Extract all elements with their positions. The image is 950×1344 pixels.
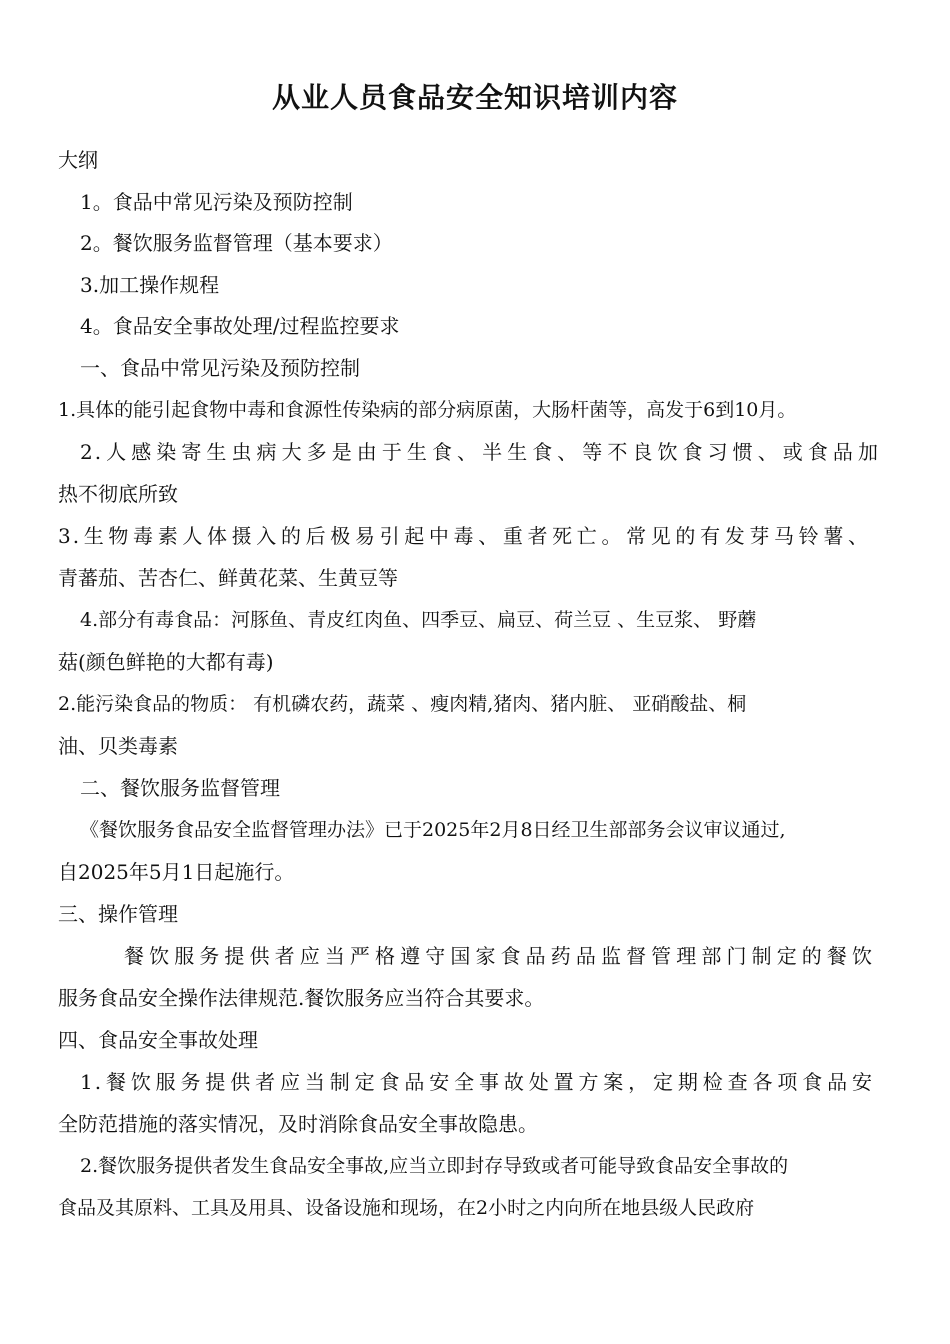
paragraph-line: 自2025年5月1日起施行。 xyxy=(58,860,295,884)
outline-item: 4。食品安全事故处理/过程监控要求 xyxy=(80,314,400,338)
section-heading: 一、食品中常见污染及预防控制 xyxy=(80,356,360,380)
paragraph-line: 1.具体的能引起食物中毒和食源性传染病的部分病原菌，大肠杆菌等，高发于6到10月。 xyxy=(58,399,797,421)
paragraph-line: 餐饮服务提供者应当严格遵守国家食品药品监督管理部门制定的餐饮 xyxy=(124,944,874,968)
section-heading: 二、餐饮服务监督管理 xyxy=(80,776,280,800)
outline-item: 2。餐饮服务监督管理（基本要求） xyxy=(80,231,393,255)
paragraph-line: 食品及其原料、工具及用具、设备设施和现场，在2小时之内向所在地县级人民政府 xyxy=(58,1197,755,1219)
outline-item: 3.加工操作规程 xyxy=(80,273,220,297)
paragraph-line: 全防范措施的落实情况，及时消除食品安全事故隐患。 xyxy=(58,1112,538,1136)
paragraph-line: 3.生物毒素人体摄入的后极易引起中毒、重者死亡。常见的有发芽马铃薯、 xyxy=(58,524,870,548)
paragraph-line: 油、贝类毒素 xyxy=(58,734,178,758)
section-heading: 四、食品安全事故处理 xyxy=(58,1028,258,1052)
outline-item: 1。食品中常见污染及预防控制 xyxy=(80,190,353,214)
paragraph-line: 菇(颜色鲜艳的大都有毒) xyxy=(58,650,274,674)
paragraph-line: 青蕃茄、苦杏仁、鲜黄花菜、生黄豆等 xyxy=(58,566,398,590)
paragraph-line: 2.人感染寄生虫病大多是由于生食、半生食、等不良饮食习惯、或食品加 xyxy=(80,440,880,464)
paragraph-line: 《餐饮服务食品安全监督管理办法》已于2025年2月8日经卫生部部务会议审议通过, xyxy=(80,819,786,841)
paragraph-line: 4.部分有毒食品：河豚鱼、青皮红肉鱼、四季豆、扁豆、荷兰豆 、生豆浆、 野蘑 xyxy=(80,609,757,631)
outline-heading: 大纲 xyxy=(58,148,98,172)
document-title: 从业人员食品安全知识培训内容 xyxy=(271,81,678,114)
paragraph-line: 热不彻底所致 xyxy=(58,482,178,506)
paragraph-line: 1.餐饮服务提供者应当制定食品安全事故处置方案，定期检查各项食品安 xyxy=(80,1070,874,1094)
paragraph-line: 2.能污染食品的物质： 有机磷农药，蔬菜 、瘦肉精,猪肉、猪内脏、 亚硝酸盐、桐 xyxy=(58,693,747,715)
paragraph-line: 2.餐饮服务提供者发生食品安全事故,应当立即封存导致或者可能导致食品安全事故的 xyxy=(80,1155,789,1177)
section-heading: 三、操作管理 xyxy=(58,902,178,926)
paragraph-line: 服务食品安全操作法律规范.餐饮服务应当符合其要求。 xyxy=(58,986,545,1010)
